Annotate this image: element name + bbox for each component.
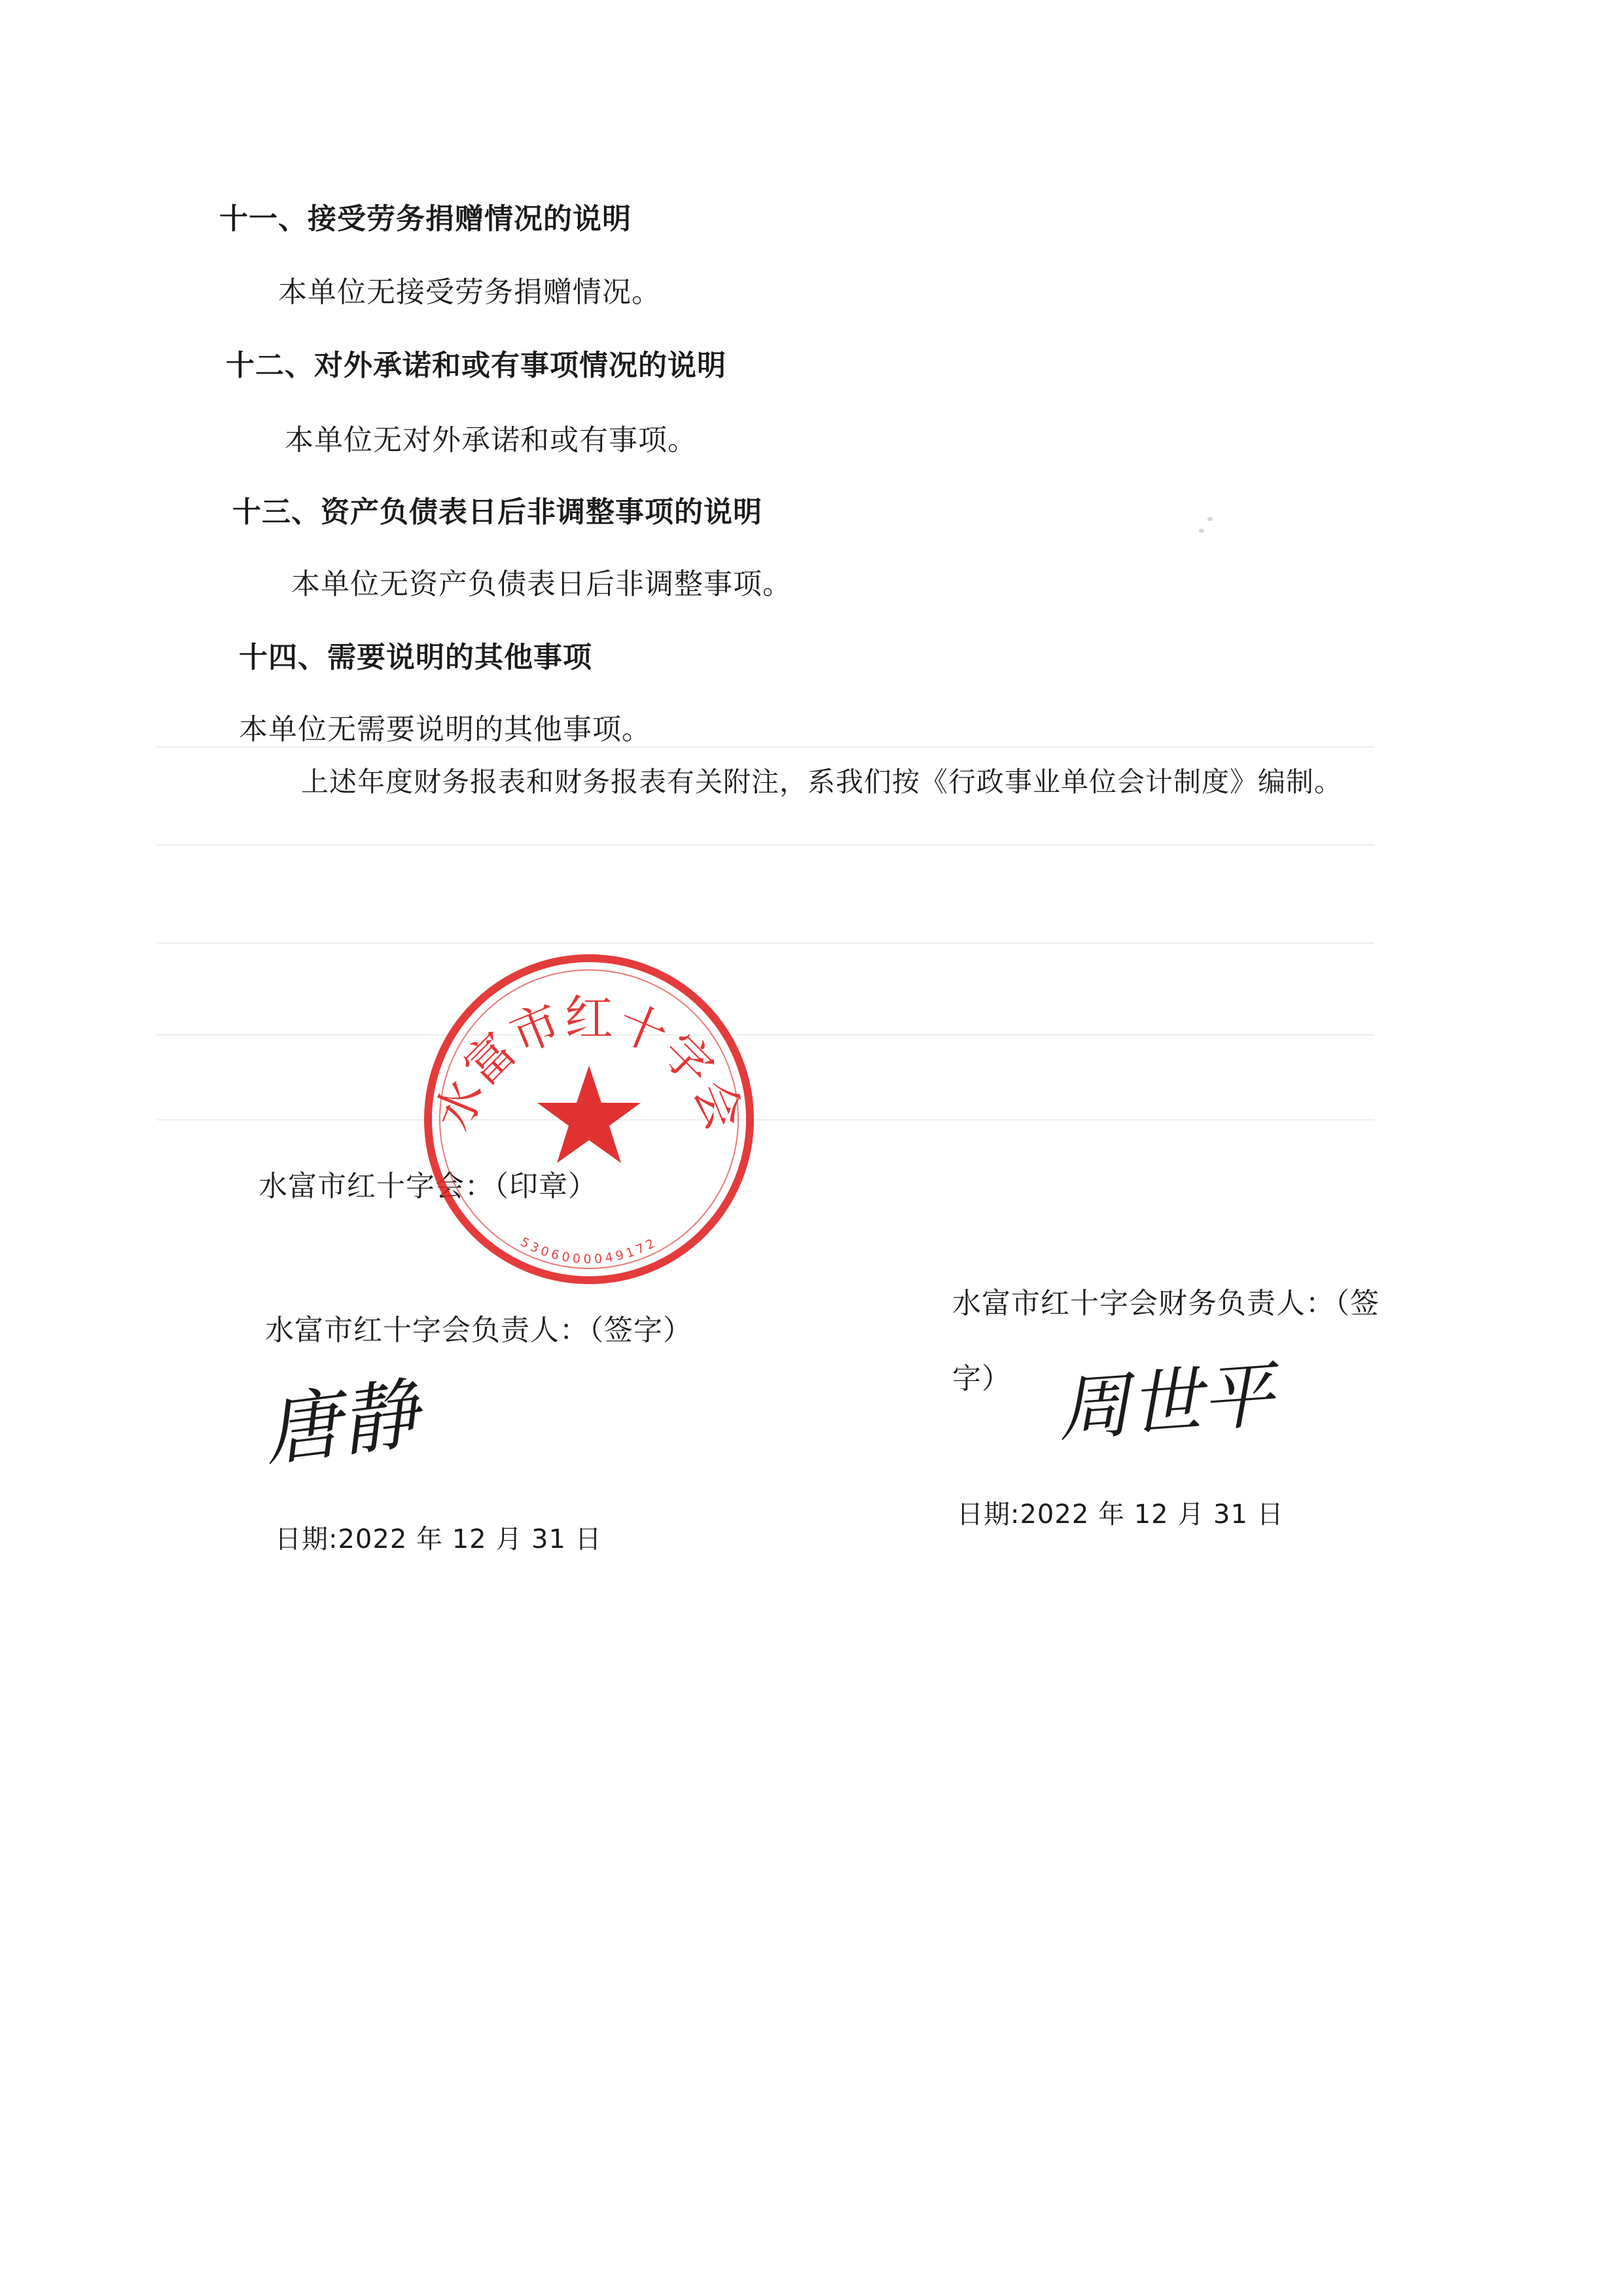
section-body: 本单位无需要说明的其他事项。 [239,713,651,746]
section-heading: 十二、对外承诺和或有事项情况的说明 [226,349,726,382]
principal-date: 日期:2022 年 12 月 31 日 [275,1524,602,1554]
seal-note: （印章） [494,1170,597,1203]
finance-head-date: 日期:2022 年 12 月 31 日 [957,1499,1284,1530]
section-heading: 十一、接受劳务捐赠情况的说明 [219,202,632,236]
show-through-line [157,844,1374,846]
section-heading: 十三、资产负债表日后非调整事项的说明 [232,495,762,529]
svg-text:5306000049172 [518,1234,660,1266]
finance-head-signature [1047,1329,1296,1473]
finance-head-label-line1: 水富市红十字会财务负责人：（签 [952,1287,1380,1320]
scan-speck [1199,529,1204,533]
finance-head-signature-text: 周世平 [1055,1353,1277,1452]
principal-label: 水富市红十字会负责人：（签字） [265,1314,692,1347]
section-body: 本单位无接受劳务捐赠情况。 [278,276,661,309]
org-name: 水富市红十字会： [259,1170,494,1203]
principal-signature-text: 唐静 [259,1368,423,1477]
seal-graphic [425,958,753,1280]
scan-speck [1207,517,1213,521]
seal-text: 水富市红十字会 [425,990,753,1138]
official-seal [419,949,759,1289]
section-body: 本单位无资产负债表日后非调整事项。 [291,567,792,601]
section-body: 本单位无对外承诺和或有事项。 [285,423,697,457]
show-through-line [157,942,1374,944]
show-through-line [157,1119,1374,1121]
principal-signature [259,1358,442,1489]
section-heading: 十四、需要说明的其他事项 [239,641,592,674]
finance-head-label-line2: 字） [952,1362,1011,1395]
seal-star-icon [537,1066,641,1163]
closing-statement: 上述年度财务报表和财务报表有关附注，系我们按《行政事业单位会计制度》编制。 [301,766,1343,798]
show-through-line [157,1034,1374,1035]
seal-number: 5306000049172 [518,1234,660,1267]
